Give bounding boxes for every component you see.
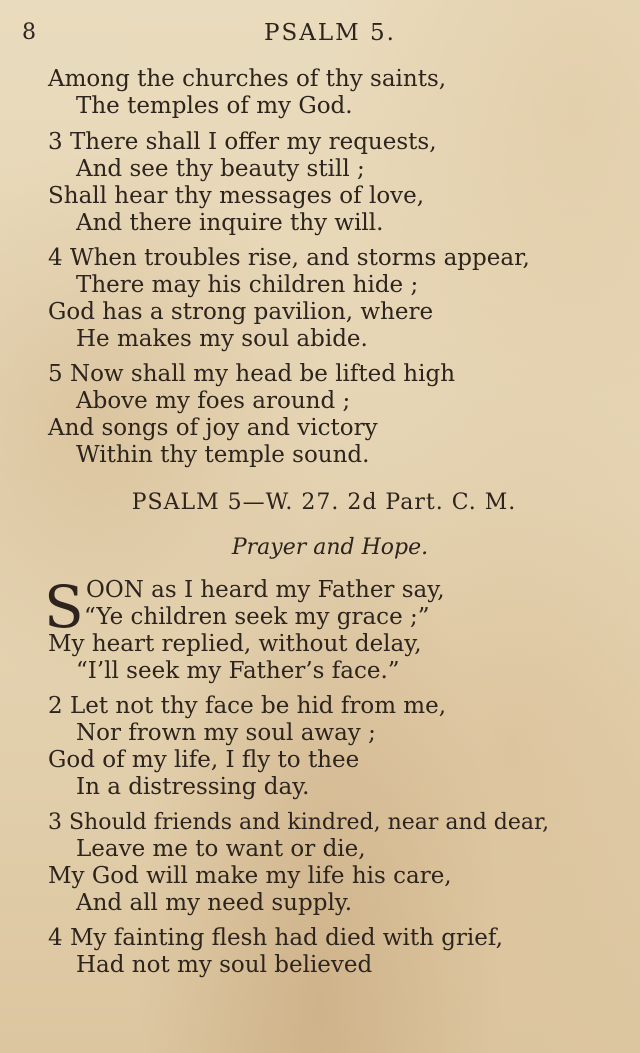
verse-line: He makes my soul abide. (76, 326, 368, 352)
verse-line: Among the churches of thy saints, (48, 66, 447, 92)
page-number: 8 (22, 20, 36, 45)
verse-line: 3 Should friends and kindred, near and dear, (48, 810, 550, 835)
psalm-heading: PSALM 5—W. 27. 2d Part. C. M. (131, 490, 517, 515)
verse-line: Above my foes around ; (76, 388, 351, 414)
verse-line: The temples of my God. (76, 93, 353, 119)
running-head: PSALM 5. (264, 20, 396, 46)
verse-line: And see thy beauty still ; (76, 156, 365, 182)
verse-line: There may his children hide ; (76, 272, 419, 298)
verse-line: And songs of joy and victory (48, 415, 378, 441)
verse-line: “I’ll seek my Father’s face.” (76, 658, 400, 684)
verse-line: 4 My fainting flesh had died with grief, (48, 925, 503, 951)
verse-line: 4 When troubles rise, and storms appear, (48, 245, 530, 271)
verse-line: And there inquire thy will. (76, 210, 384, 236)
verse-line: And all my need supply. (76, 890, 353, 916)
verse-line: Shall hear thy messages of love, (48, 183, 425, 209)
verse-line: Had not my soul believed (76, 952, 373, 978)
verse-line: Leave me to want or die, (76, 836, 366, 862)
verse-line: 3 There shall I offer my requests, (48, 129, 437, 155)
verse-line: OON as I heard my Father say, (86, 577, 445, 603)
verse-line: God has a strong pavilion, where (48, 299, 434, 325)
verse-line: “Ye children seek my grace ;” (84, 604, 430, 630)
verse-line: 5 Now shall my head be lifted high (48, 361, 456, 387)
psalm-subtitle: Prayer and Hope. (231, 535, 429, 560)
verse-line: God of my life, I fly to thee (48, 747, 360, 773)
verse-line: My heart replied, without delay, (48, 631, 422, 657)
verse-line: 2 Let not thy face be hid from me, (48, 693, 447, 719)
verse-line: In a distressing day. (76, 774, 310, 800)
verse-line: Nor frown my soul away ; (76, 720, 376, 746)
drop-cap: S (44, 573, 84, 641)
verse-line: My God will make my life his care, (48, 863, 452, 889)
verse-line: Within thy temple sound. (76, 442, 370, 468)
